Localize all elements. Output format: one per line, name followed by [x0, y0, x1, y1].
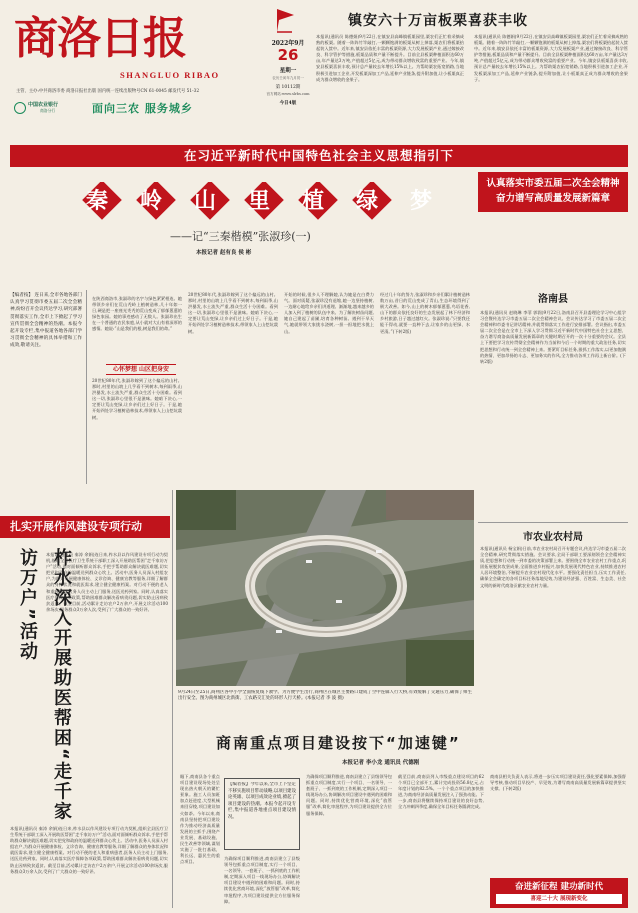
- feature-col-4: 经过几十年的努力,张淑珍和乡亲们累计植树造林数万亩,昔日的荒山变成了青山,生态环境得到了极大改善。如今,山上的树木郁郁葱葱,鸟语花香,山下的群众依托良好的生态发展起了林下经济和乡村旅游,日子越过越红火。张淑珍说:“只要我还能干得动,就要一直种下去,让家乡的山更绿、水更清。”(下转2版): [380, 292, 470, 334]
- right-header-line2: 奋力谱写高质量发展新篇章: [495, 193, 610, 204]
- section-body-luonan: 本报讯(通讯员 赵晓琳 李菲 郭润)9月22日,洛南县召开县委理论学习中心组学习会暨传达学习市委五届二次全会精神会议。会议传达学习了市委五届二次全会精神和市委书记讲话精神,并就贯彻落实工作进行安排部署。会议指出,市委五届二次全会是在全市上下深入学习贯彻习近平新时代中国特色社会主义思想、奋力谱写商洛高质量发展新篇章的关键时期召开的一次十分重要的会议。全县上下要把学习宣传贯彻全会精神作为当前和今后一个时期的重大政治任务,切实把思想和行动统一到全会精神上来。要紧盯目标任务,狠抓工作落实,以更加饱满的热情、更加昂扬的斗志、更加务实的作风,全力推动各项工作再上新台阶。(下转2版): [480, 310, 626, 364]
- feature-subhead: ——记“三秦楷模”张淑珍(一): [170, 230, 311, 243]
- divider: [172, 490, 173, 908]
- section-title-luonan: 洛南县: [538, 294, 568, 305]
- feature-col-1: 在陕西商洛市,张淑珍的名字与绿色紧紧相连。她带领乡亲们在荒山秃岭上植树造林,几十年如一日,硬是把一座座光秃秃的荒山变成了郁郁葱葱的绿色家园。她的事迹感动了无数人。张淑珍出生在一个普通的农民家庭,从小就对大山有着深厚的感情。她说:“山是我们的根,树是我们的命。”: [92, 296, 182, 332]
- bank-name: 中国农业银行: [28, 102, 59, 108]
- section-title-agri: 市农业农村局: [523, 532, 583, 543]
- work-style-body: 本报讯(通讯员 秦涛 余娟)连日来,柞水县以作风建设专项行动为契机,组织全县医疗卫生系统干部职工深入开展助医帮困“走千家访万户”活动,面对面倾听群众诉求,手把手帮助群众解决就医难题,切实把党和政府的温暖送到群众心坎上。活动中,医务人员深入村组农户,为群众开展健康体检、义诊咨询、健康宣教等服务,详细了解群众的身体状况和就医需求,建立健全健康档案。对行动不便的老人和重病患者,医务人员主动上门服务,送医送药到家。同时,认真落实医疗保障各项政策,帮助困难群众解决看病贵问题,切实防止因病致贫返贫。截至目前,活动累计走访农户2万余户,开展义诊活动100余场次,服务群众3万余人次,受到了广大群众的一致好评。: [46, 552, 168, 612]
- section-body-agri: 本报讯(通讯员 杨宝娟)日前,市农业农村局召开专题会议,传达学习市委五届二次全会精神,研究贯彻落实措施。会议要求,全局干部职工要深刻领会全会精神实质,把思想和行动统一到市委的决策部署上来。要围绕全市农业农村工作重点,巩固拓展脱贫攻坚成果,全面推进乡村振兴,加快发展现代特色农业,持续推进农村人居环境整治,不断提升农业农村现代化水平。要强化责任担当,压实工作责任,确保全会确定的各项目标任务落地见效,为建设经济强、百姓富、生态美、社会文明的新时代商洛贡献农业农村力量。: [480, 546, 626, 588]
- bottom-col-2: 为确保项目顺利推进,商南县建立了县级领导包抓重点项目制度,实行一个项目、一名领导、一套班子、一抓到底的工作机制,定期深入项目一线现场办公,协调解决项目建设中遇到的困难和问题。同时,持续优化营商环境,深化“放管服”改革,简化审批程序,为项目建设提供全方位服务保障。: [306, 774, 392, 816]
- bottom-editor-note: [224, 778, 300, 850]
- top-story-body: 本报讯(通讯员 陈德娟)9月22日,在镇安县高峰镇板栗园里,栗农们正忙着采摘成熟的板栗。随着一阵阵竹竿敲打,一颗颗饱满的板栗从树上掉落,栗农们将板栗拾起装入筐中。近年来,镇安县依托丰富的板栗资源,大力发展板栗产业,通过嫁接改良、科学管护等措施,板栗品质和产量不断提升。目前全县板栗种植面积达60万亩,年产量达3万吨,产值超过5亿元,成为带动群众增收致富的重要产业。今年,镇安县板栗喜获丰收,预计总产量较去年增长15%以上。为帮助栗农拓宽销路,当地积极引进加工企业,开发板栗深加工产品,延伸产业链条,提升附加值,让小板栗真正成为群众增收的金果子。: [316, 34, 464, 82]
- footer-banner-title: 奋进新征程 建功新时代: [515, 882, 603, 892]
- red-flag-icon: [272, 6, 298, 34]
- bottom-col-3: 截至目前,商南县列入市级重点建设项目的62个项目已全部开工,累计完成投资56.8亿元,占年度计划的82.5%。一个个重点项目的加快推进,为商南经济高质量发展注入了强劲动能。下一步,商南县将继续保持项目建设的良好态势,全力冲刺四季度,确保全年目标任务圆满完成。: [398, 774, 484, 810]
- right-header-line1: 认真落实市委五届二次全会精神: [486, 178, 620, 189]
- bottom-col-1b: 为确保项目顺利推进,商南县建立了县级领导包抓重点项目制度,实行一个项目、一名领导、一套班子、一抓到底的工作机制,定期深入项目一线现场办公,协调解决项目建设中遇到的困难和问题。同时,持续优化营商环境,深化“放管服”改革,简化审批程序,为项目建设提供全方位服务保障。: [224, 856, 300, 904]
- bottom-col-4: 商南县相关负责人表示,将进一步压实项目建设责任,强化要素保障,加强督导考核,推动项目早投产、早见效,为谱写商南高质量发展新篇章提供坚实支撑。(下转2版): [490, 774, 626, 792]
- website: 官方网站:www.slrbs.com: [266, 92, 310, 96]
- top-story: [316, 6, 628, 142]
- lunar-date: 农历壬寅年九月初一: [272, 76, 304, 80]
- footer-banner: [490, 878, 628, 908]
- date-day: 26: [277, 46, 299, 64]
- date-block: [268, 4, 308, 128]
- bottom-byline: 本报记者 李小龙 通讯员 代德刚: [342, 760, 420, 766]
- vertical-headline: [10, 548, 72, 828]
- top-story-headline: 镇安六十万亩板栗喜获丰收: [348, 13, 528, 29]
- divider: [86, 290, 87, 484]
- bank-sub: 商洛分行: [40, 108, 56, 113]
- ideology-banner: 在习近平新时代中国特色社会主义思想指引下: [10, 145, 628, 167]
- page-count: 今日4版: [279, 101, 297, 106]
- masthead-title: 商洛日报: [14, 13, 186, 64]
- bridge-photo-illustration: [176, 490, 474, 686]
- feature-headline: 秦岭山里植绿梦: [86, 188, 465, 214]
- masthead-credits: 主管、主办:中共商洛市委 商洛日报社出版 国内统一连续出版物号CN 61-0045 邮发代号 51-32: [16, 89, 200, 94]
- bottom-headline: 商南重点项目建设按下“加速键”: [216, 734, 461, 752]
- masthead-pinyin: SHANGLUO RIBAO: [120, 70, 220, 80]
- section-header-work-style: 扎实开展作风建设专项行动: [0, 516, 170, 538]
- feature-col-3: 开始的时候,很多人不理解她,认为她是在白费力气。面对质疑,张淑珍没有退缩,她一边坚持植树,一边耐心地给乡亲们讲道理。渐渐地,越来越多的人加入到了植树的队伍中来。为了解决树苗问题,她自己建起了苗圃,培育各种树苗。遇到干旱天气,她就带领大家挑水浇树,一担一担地把水挑上山。: [284, 292, 374, 334]
- editor-note: [10, 292, 82, 482]
- bridge-photo: [176, 490, 474, 686]
- feature-headline-row: [80, 182, 465, 222]
- feature-col-2: 20世纪80年代,张淑珍嫁到了这个偏远的山村。那时,村里的山坡上几乎看不到树木,每到雨季,山洪暴发,水土流失严重,群众生活十分困难。看到这一切,张淑珍心里很不是滋味。她暗下决心,一定要让荒山变绿,让乡亲们过上好日子。于是,她开始四处学习植树造林技术,带领家人上山挖坑栽树。: [188, 292, 278, 334]
- bank-slogan: 面向三农 服务城乡: [92, 102, 193, 115]
- bottom-editor-note-text: 【编者按】今年以来,全市上下坚定不移实施项目带动战略,以项目建设论英雄、以项目成效论业绩,掀起了项目建设的热潮。本报今起开设专栏,集中报道各地重点项目建设情况。: [228, 782, 296, 820]
- editor-note-text: 【编者按】 连日来,全市各地各部门认真学习贯彻市委五届二次全会精神,纷纷召开会议传达学习,研究部署贯彻落实工作,全市上下掀起了学习宣传贯彻全会精神的热潮。本报今起开设专栏,集中报道各地各部门学习贯彻全会精神的具体举措和工作成效,敬请关注。: [10, 293, 82, 349]
- bottom-col-1: 眼下,商南县各个重点项目建设现场处处呈现出热火朝天的繁忙景象。施工人员加班加点赶进度,大型机械来回穿梭,项目建设如火如荼。今年以来,商南县坚持把项目建设作为推动经济高质量发展的主抓手,围绕产业发展、基础设施、民生改善等领域,谋划实施了一批打基础、利长远、惠民生的重点项目。: [180, 774, 220, 865]
- feature-story: [10, 172, 472, 488]
- bank-logo-icon: [14, 102, 26, 114]
- work-style-body-lower: 本报讯(通讯员 秦涛 余娟)连日来,柞水县以作风建设专项行动为契机,组织全县医疗卫生系统干部职工深入开展助医帮困“走千家访万户”活动,面对面倾听群众诉求,手把手帮助群众解决就医难题,切实把党和政府的温暖送到群众心坎上。活动中,医务人员深入村组农户,为群众开展健康体检、义诊咨询、健康宣教等服务,详细了解群众的身体状况和就医需求,建立健全健康档案。对行动不便的老人和重病患者,医务人员主动上门服务,送医送药到家。同时,认真落实医疗保障各项政策,帮助困难群众解决看病贵问题,切实防止因病致贫返贫。截至目前,活动累计走访农户2万余户,开展义诊活动100余场次,服务群众3万余人次,受到了广大群众的一致好评。: [10, 826, 168, 874]
- issue-number: 第 10112期: [275, 85, 301, 90]
- weekday: 星期一: [279, 68, 297, 74]
- feature-col-1b: 20世纪80年代,张淑珍嫁到了这个偏远的山村。那时,村里的山坡上几乎看不到树木,每到雨季,山洪暴发,水土流失严重,群众生活十分困难。看到这一切,张淑珍心里很不是滋味。她暗下决心,一定要让荒山变绿,让乡亲们过上好日子。于是,她开始四处学习植树造林技术,带领家人上山挖坑栽树。: [92, 378, 182, 420]
- bottom-story: [176, 716, 628, 912]
- feature-subtitle-box: 心怀梦想 山区把身安: [106, 364, 176, 375]
- bank-ad: [14, 100, 268, 124]
- right-header: [478, 172, 628, 212]
- date-year-month: 2022年9月: [271, 40, 305, 47]
- divider: [478, 522, 628, 523]
- vertical-headline-text: 柞水深入开展助医帮困“走千家访万户”活动: [17, 548, 72, 822]
- top-story-body-cont: 本报讯(通讯员 陈德娟)9月22日,在镇安县高峰镇板栗园里,栗农们正忙着采摘成熟的板栗。随着一阵阵竹竿敲打,一颗颗饱满的板栗从树上掉落,栗农们将板栗拾起装入筐中。近年来,镇安县依托丰富的板栗资源,大力发展板栗产业,通过嫁接改良、科学管护等措施,板栗品质和产量不断提升。目前全县板栗种植面积达60万亩,年产量达3万吨,产值超过5亿元,成为带动群众增收致富的重要产业。今年,镇安县板栗喜获丰收,预计总产量较去年增长15%以上。为帮助栗农拓宽销路,当地积极引进加工企业,开发板栗深加工产品,延伸产业链条,提升附加值,让小板栗真正成为群众增收的金果子。: [474, 34, 628, 82]
- photo-caption: 9月24日至25日,商州区各中小学全面恢复线下教学。为方便学生出行,商州区在城区主要路口建成了空中连廊人行天桥,有效缓解了交通压力,确保了师生出行安全。图为商州城区北新街、工农路交汇处的环形人行天桥。(本报记者 李 波 摄): [178, 690, 472, 702]
- feature-byline: 本报记者 赵有良 侯 彬: [196, 250, 252, 256]
- footer-banner-sub: 喜迎二十大 展现新变化: [496, 894, 622, 904]
